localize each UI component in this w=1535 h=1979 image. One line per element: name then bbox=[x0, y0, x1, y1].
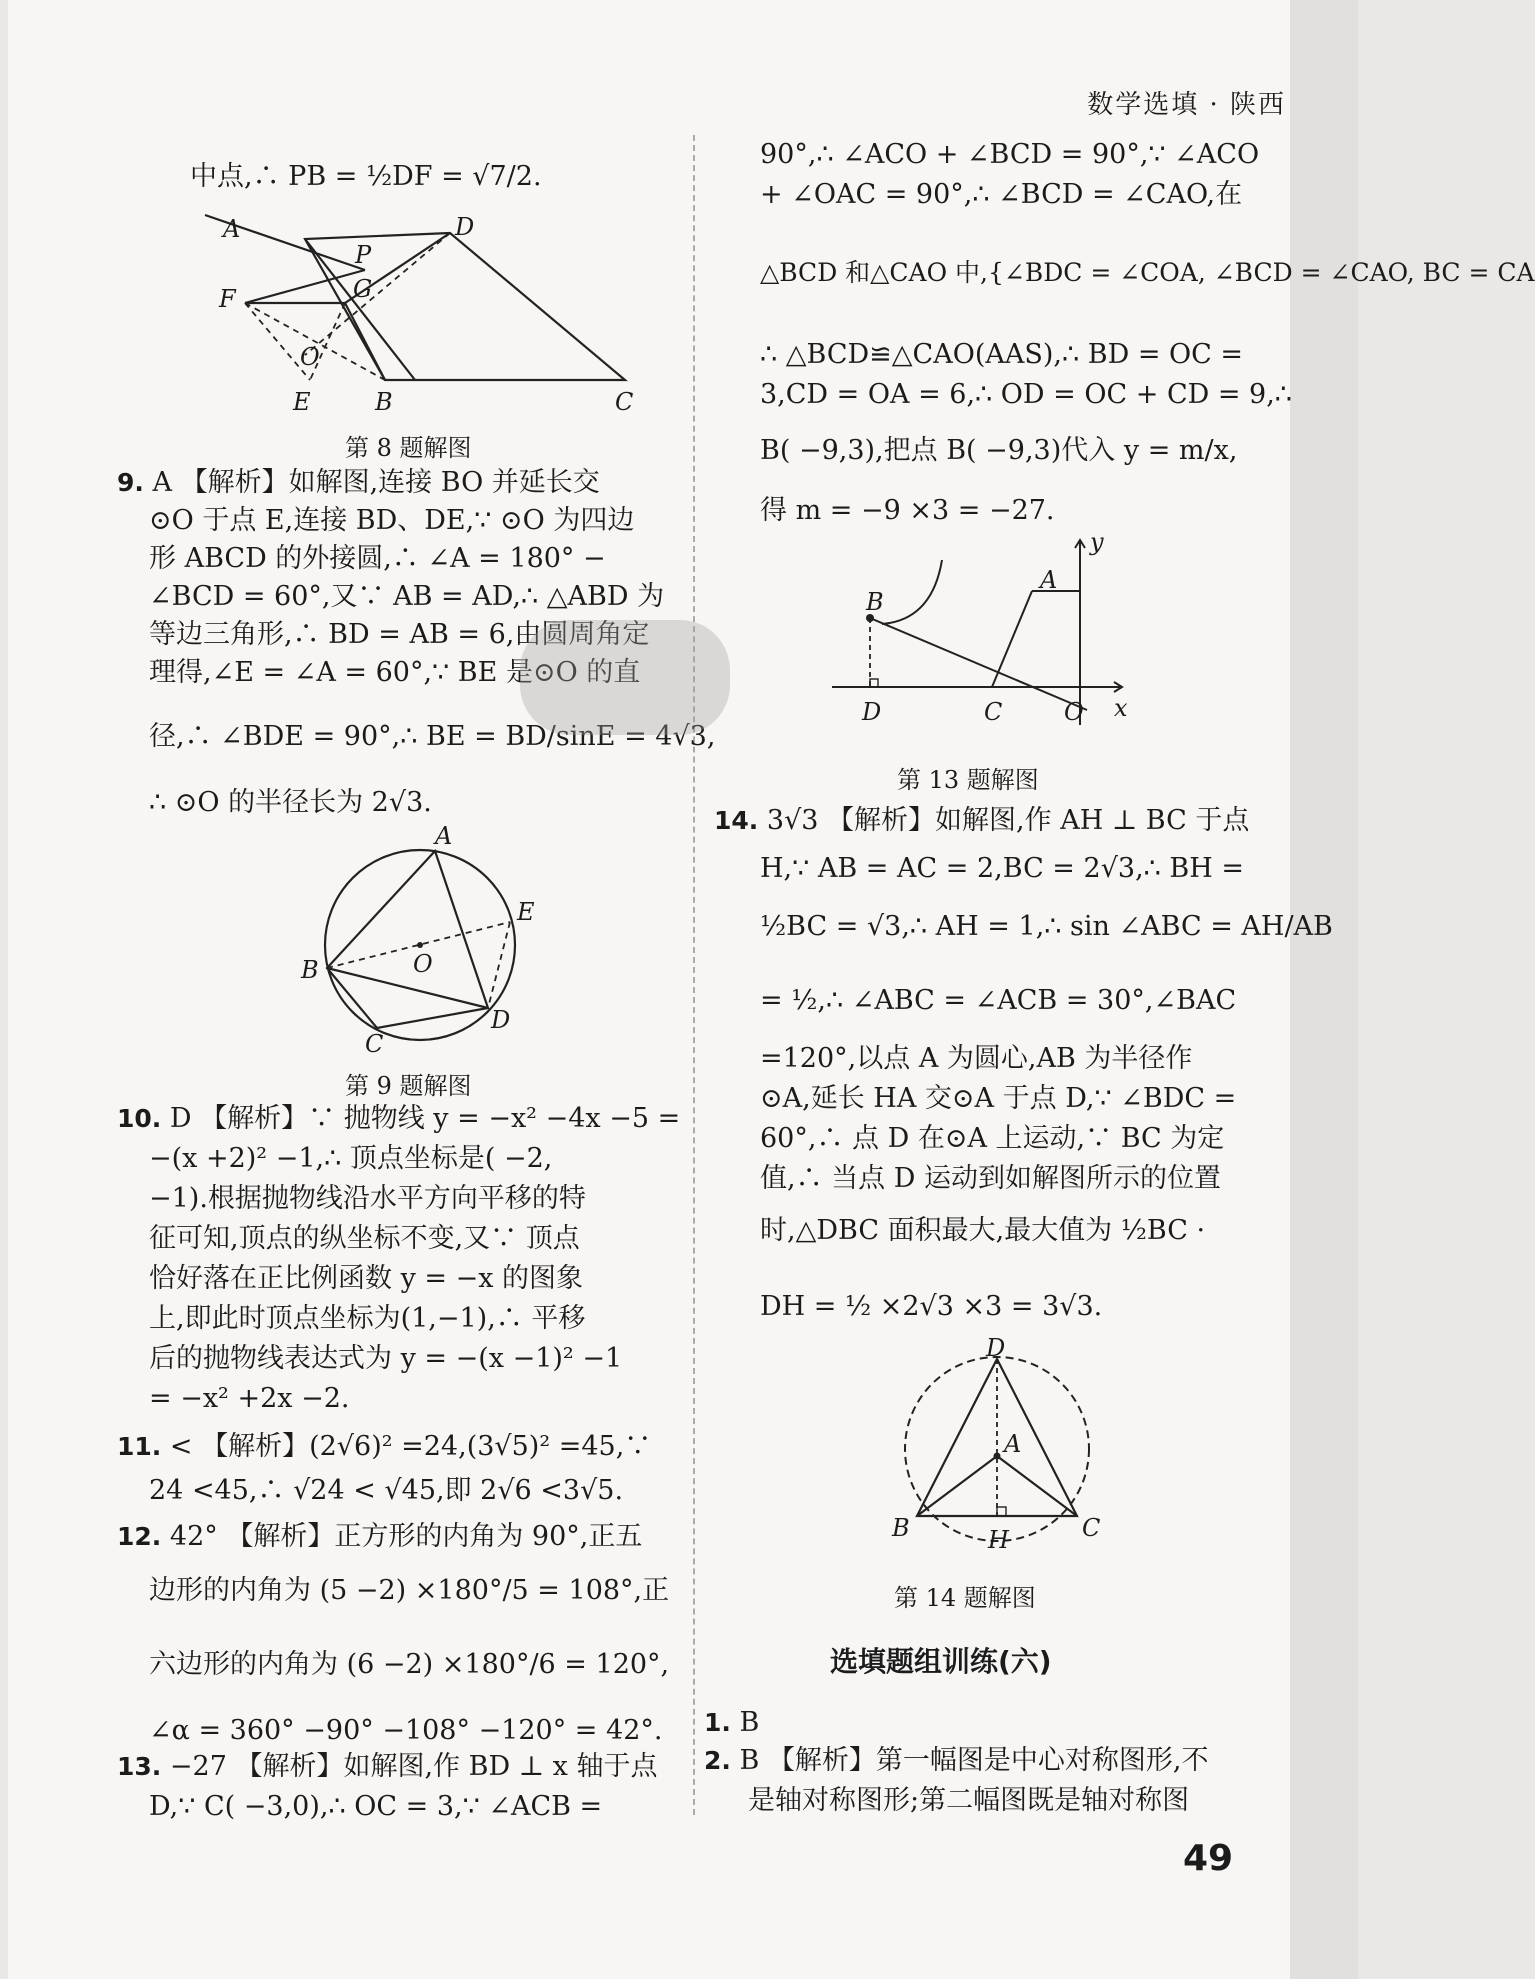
question-10 bbox=[117, 1102, 680, 1136]
text-line: ∠BCD = 60°,又∵ AB = AD,∴ △ABD 为 bbox=[149, 581, 665, 612]
question-13 bbox=[117, 1750, 657, 1784]
fig9-label: E bbox=[517, 898, 535, 926]
fig14-label: H bbox=[988, 1526, 1009, 1554]
figure-caption: 第 14 题解图 bbox=[894, 1584, 1036, 1612]
question-number: 2. bbox=[704, 1746, 731, 1775]
text-line: ∴ △BCD≌△CAO(AAS),∴ BD = OC = bbox=[760, 339, 1244, 370]
question-2 bbox=[704, 1744, 1209, 1778]
text-line: −27 【解析】如解图,作 BD ⊥ x 轴于点 bbox=[169, 1751, 658, 1782]
text-line: + ∠OAC = 90°,∴ ∠BCD = ∠CAO,在 bbox=[760, 179, 1243, 210]
text-line: D,∵ C( −3,0),∴ OC = 3,∵ ∠ACB = bbox=[149, 1791, 603, 1822]
text-line: 90°,∴ ∠ACO + ∠BCD = 90°,∵ ∠ACO bbox=[760, 139, 1260, 170]
text-line: 24 <45,∴ √24 < √45,即 2√6 <3√5. bbox=[149, 1475, 624, 1506]
text-line: =120°,以点 A 为圆心,AB 为半径作 bbox=[760, 1043, 1193, 1074]
fig8-label: P bbox=[355, 241, 372, 269]
text-line: 径,∴ ∠BDE = 90°,∴ BE = BD/sinE = 4√3, bbox=[149, 721, 716, 752]
question-11 bbox=[117, 1430, 651, 1464]
question-number: 9. bbox=[117, 468, 144, 497]
text-line: ∠α = 360° −90° −108° −120° = 42°. bbox=[149, 1715, 663, 1746]
column-divider bbox=[693, 135, 695, 1815]
text-line: B( −9,3),把点 B( −9,3)代入 y = m/x, bbox=[760, 435, 1238, 466]
fig8-label: A bbox=[223, 215, 241, 243]
figure-caption: 第 8 题解图 bbox=[345, 434, 472, 462]
question-number: 1. bbox=[704, 1708, 731, 1737]
text-line: 是轴对称图形;第二幅图既是轴对称图 bbox=[748, 1785, 1190, 1816]
question-9 bbox=[117, 466, 600, 500]
fig9-label: C bbox=[365, 1030, 384, 1058]
question-number: 12. bbox=[117, 1522, 162, 1551]
text-line: B 【解析】第一幅图是中心对称图形,不 bbox=[739, 1745, 1209, 1776]
fig14-label: D bbox=[986, 1334, 1006, 1362]
figure-13 bbox=[832, 530, 1132, 730]
fig13-label: B bbox=[866, 588, 884, 616]
figure-caption: 第 13 题解图 bbox=[897, 766, 1039, 794]
question-number: 10. bbox=[117, 1104, 162, 1133]
fig14-label: A bbox=[1004, 1430, 1022, 1458]
text-line: 六边形的内角为 (6 −2) ×180°/6 = 120°, bbox=[149, 1649, 670, 1680]
text-line: △BCD 和△CAO 中,{∠BDC = ∠COA, ∠BCD = ∠CAO, BC = CA bbox=[760, 258, 1535, 287]
fig8-label: O bbox=[300, 343, 320, 371]
text-line: ⊙O 于点 E,连接 BD、DE,∵ ⊙O 为四边 bbox=[149, 505, 635, 536]
text-line: 3,CD = OA = 6,∴ OD = OC + CD = 9,∴ bbox=[760, 379, 1292, 410]
page-edge-shadow bbox=[1290, 0, 1358, 1979]
fig13-label: D bbox=[862, 698, 882, 726]
question-1 bbox=[704, 1706, 759, 1740]
fig13-label: A bbox=[1040, 566, 1058, 594]
text-line: ∴ ⊙O 的半径长为 2√3. bbox=[149, 787, 432, 818]
fig8-label: B bbox=[375, 388, 393, 416]
text-line: 值,∴ 当点 D 运动到如解图所示的位置 bbox=[760, 1163, 1221, 1194]
text-line: 理得,∠E = ∠A = 60°,∵ BE 是⊙O 的直 bbox=[149, 657, 641, 688]
fig8-label: E bbox=[293, 388, 311, 416]
fig13-label: C bbox=[984, 698, 1003, 726]
fig9-label: D bbox=[491, 1006, 511, 1034]
text-line: 恰好落在正比例函数 y = −x 的图象 bbox=[149, 1263, 584, 1294]
text-line: 42° 【解析】正方形的内角为 90°,正五 bbox=[169, 1521, 643, 1552]
text-line: 3√3 【解析】如解图,作 AH ⊥ BC 于点 bbox=[766, 805, 1250, 836]
question-12 bbox=[117, 1520, 642, 1554]
running-header: 数学选填 · 陕西 bbox=[1087, 90, 1286, 120]
text-line: −(x +2)² −1,∴ 顶点坐标是( −2, bbox=[149, 1143, 553, 1174]
fig9-label: O bbox=[413, 950, 433, 978]
text-line: D 【解析】∵ 抛物线 y = −x² −4x −5 = bbox=[169, 1103, 681, 1134]
fig13-label: x bbox=[1114, 694, 1128, 722]
fig9-label: A bbox=[435, 822, 453, 850]
fig13-label: O bbox=[1064, 698, 1084, 726]
question-14 bbox=[714, 804, 1249, 838]
text-line: 上,即此时顶点坐标为(1,−1),∴ 平移 bbox=[149, 1303, 586, 1334]
text-line: DH = ½ ×2√3 ×3 = 3√3. bbox=[760, 1291, 1103, 1322]
text-line: ⊙A,延长 HA 交⊙A 于点 D,∵ ∠BDC = bbox=[760, 1083, 1237, 1114]
figure-14 bbox=[882, 1334, 1122, 1566]
fig14-label: C bbox=[1082, 1514, 1101, 1542]
fig8-label: F bbox=[219, 285, 236, 313]
text-line: ½BC = √3,∴ AH = 1,∴ sin ∠ABC = AH/AB bbox=[760, 911, 1333, 942]
question-number: 11. bbox=[117, 1432, 162, 1461]
text-line: 征可知,顶点的纵坐标不变,又∵ 顶点 bbox=[149, 1223, 580, 1254]
fig8-label: G bbox=[353, 275, 373, 303]
text-line: −1).根据抛物线沿水平方向平移的特 bbox=[149, 1183, 586, 1214]
fig13-label: y bbox=[1090, 528, 1104, 556]
text-line: A 【解析】如解图,连接 BO 并延长交 bbox=[152, 467, 600, 498]
fig9-label: B bbox=[301, 956, 319, 984]
figure-9 bbox=[295, 820, 545, 1060]
text-line: = ½,∴ ∠ABC = ∠ACB = 30°,∠BAC bbox=[760, 985, 1237, 1016]
text-line: 边形的内角为 (5 −2) ×180°/5 = 108°,正 bbox=[149, 1575, 670, 1606]
text-line: 后的抛物线表达式为 y = −(x −1)² −1 bbox=[149, 1343, 623, 1374]
figure-8 bbox=[205, 213, 634, 425]
text-line: = −x² +2x −2. bbox=[149, 1383, 350, 1414]
section-title: 选填题组训练(六) bbox=[830, 1645, 1052, 1678]
question-number: 13. bbox=[117, 1752, 162, 1781]
text-line: 形 ABCD 的外接圆,∴ ∠A = 180° − bbox=[149, 543, 606, 574]
text-line: 60°,∴ 点 D 在⊙A 上运动,∵ BC 为定 bbox=[760, 1123, 1225, 1154]
text-line: H,∵ AB = AC = 2,BC = 2√3,∴ BH = bbox=[760, 853, 1245, 884]
fig14-label: B bbox=[892, 1514, 910, 1542]
text-line: 时,△DBC 面积最大,最大值为 ½BC · bbox=[760, 1215, 1206, 1246]
text-line: < 【解析】(2√6)² =24,(3√5)² =45,∵ bbox=[169, 1431, 652, 1462]
question-number: 14. bbox=[714, 806, 759, 835]
text-line: 得 m = −9 ×3 = −27. bbox=[760, 495, 1055, 526]
text-line: 等边三角形,∴ BD = AB = 6,由圆周角定 bbox=[149, 619, 650, 650]
watermark-stamp bbox=[520, 620, 730, 735]
figure-caption: 第 9 题解图 bbox=[345, 1072, 472, 1100]
text-line: 中点,∴ PB = ½DF = √7/2. bbox=[190, 161, 542, 192]
page-number: 49 bbox=[1183, 1838, 1234, 1879]
fig8-label: D bbox=[455, 213, 475, 241]
text-line: B bbox=[739, 1707, 760, 1738]
fig8-label: C bbox=[615, 388, 634, 416]
